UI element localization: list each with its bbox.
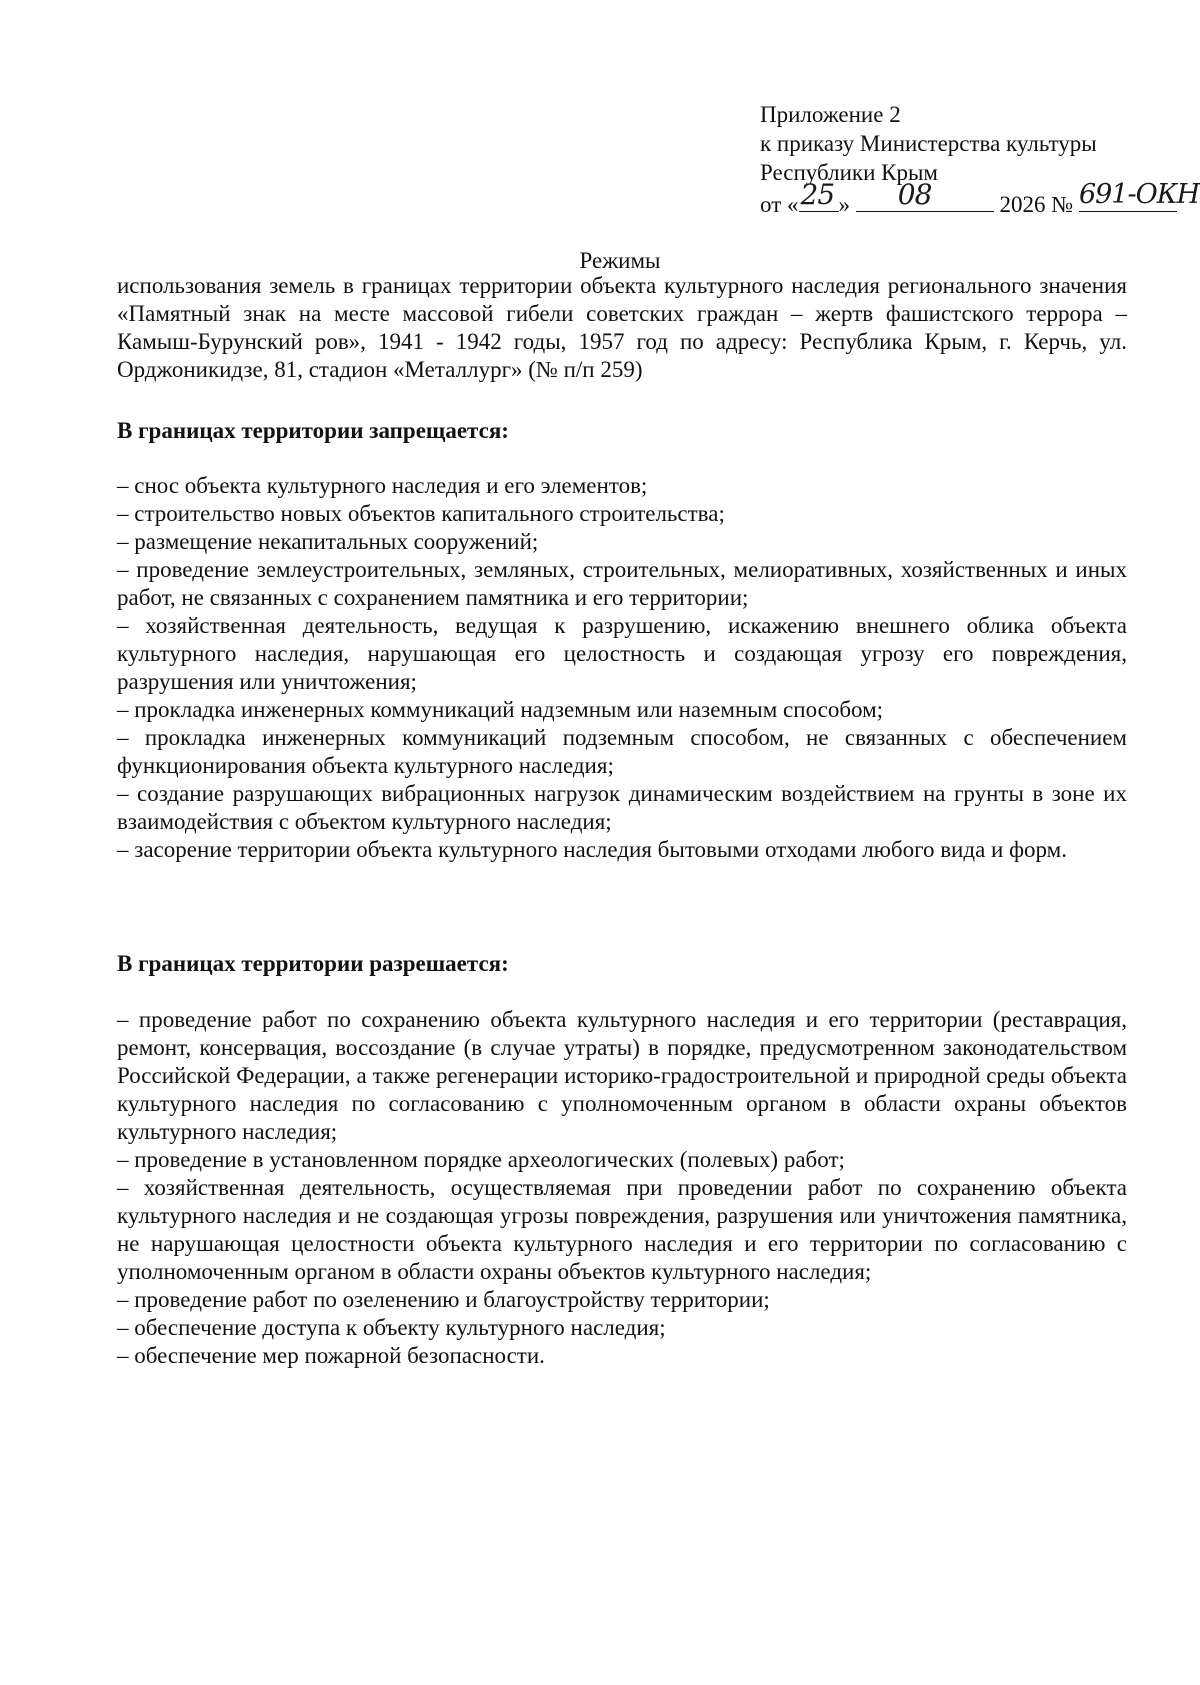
- list-item: – строительство новых объектов капитального строительства;: [117, 501, 725, 526]
- order-date-line: [760, 178, 1200, 219]
- date-month-blank: [856, 178, 994, 212]
- allowed-heading: В границах территории разрешается:: [117, 951, 509, 976]
- list-item: – прокладка инженерных коммуникаций надземным или наземным способом;: [117, 697, 884, 722]
- appendix-label: Приложение 2: [760, 102, 901, 127]
- list-item: – хозяйственная деятельность, осуществляемая при проведении работ по сохранению объекта культурного наследия и не создающая угрозы повреждения, разрушения или уничтожения памятника, не нарушающая целостности объекта культурного наследия и его территории по согласованию с уполномоченным органом в области охраны объектов культурного наследия;: [117, 1175, 1127, 1284]
- document-subject: использования земель в границах территории объекта культурного наследия регионального значения «Памятный знак на месте массовой гибели советских граждан – жертв фашистского террора – Камыш-Бурунский ров», 1941 - 1942 годы, 1957 год по адресу: Республика Крым, г. Керчь, ул. Орджоникидзе, 81, стадион «Металлург» (№ п/п 259): [117, 273, 1127, 382]
- list-item: – снос объекта культурного наследия и его элементов;: [117, 473, 648, 498]
- list-item: – размещение некапитальных сооружений;: [117, 529, 539, 554]
- date-mid: »: [838, 192, 850, 217]
- list-item: – проведение работ по сохранению объекта культурного наследия и его территории (реставрация, ремонт, консервация, воссоздание (в случае утраты) в порядке, предусмотренном законодательством Российской Федерации, а также регенерации историко-градостроительной и природной среды объекта культурного наследия по согласованию с уполномоченным органом в области охраны объектов культурного наследия;: [117, 1007, 1127, 1144]
- list-item: – засорение территории объекта культурного наследия бытовыми отходами любого вида и форм.: [117, 837, 1067, 862]
- date-month-handwritten: 08: [897, 178, 932, 211]
- document-title: Режимы: [579, 248, 661, 273]
- appendix-header: [760, 100, 1200, 219]
- order-number-handwritten: 691-ОКН: [1078, 179, 1200, 210]
- order-number-blank: [1078, 179, 1200, 212]
- forbidden-heading: В границах территории запрещается:: [117, 418, 509, 443]
- list-item: – проведение землеустроительных, земляных, строительных, мелиоративных, хозяйственных и иных работ, не связанных с сохранением памятника и его территории;: [117, 557, 1127, 610]
- list-item: – хозяйственная деятельность, ведущая к разрушению, искажению внешнего облика объекта культурного наследия, нарушающая его целостность и создающая угрозу его повреждения, разрушения или уничтожения;: [117, 613, 1127, 694]
- list-item: – прокладка инженерных коммуникаций подземным способом, не связанных с обеспечением функционирования объекта культурного наследия;: [117, 725, 1127, 778]
- date-prefix: от «: [760, 192, 799, 217]
- order-reference: к приказу Министерства культуры: [760, 131, 1097, 156]
- list-item: – обеспечение доступа к объекту культурного наследия;: [117, 1315, 666, 1340]
- ministry-region: Республики Крым: [760, 160, 938, 185]
- list-item: – проведение в установленном порядке археологических (полевых) работ;: [117, 1147, 845, 1172]
- date-day-handwritten: 25: [800, 178, 835, 211]
- list-item: – создание разрушающих вибрационных нагрузок динамическим воздействием на грунты в зоне их взаимодействия с объектом культурного наследия;: [117, 781, 1127, 834]
- list-item: – обеспечение мер пожарной безопасности.: [117, 1343, 545, 1368]
- forbidden-list: [117, 472, 1127, 864]
- list-item: – проведение работ по озеленению и благоустройству территории;: [117, 1287, 770, 1312]
- allowed-list: [117, 1006, 1127, 1370]
- date-day-blank: [799, 178, 839, 212]
- date-year: 2026 №: [999, 192, 1074, 217]
